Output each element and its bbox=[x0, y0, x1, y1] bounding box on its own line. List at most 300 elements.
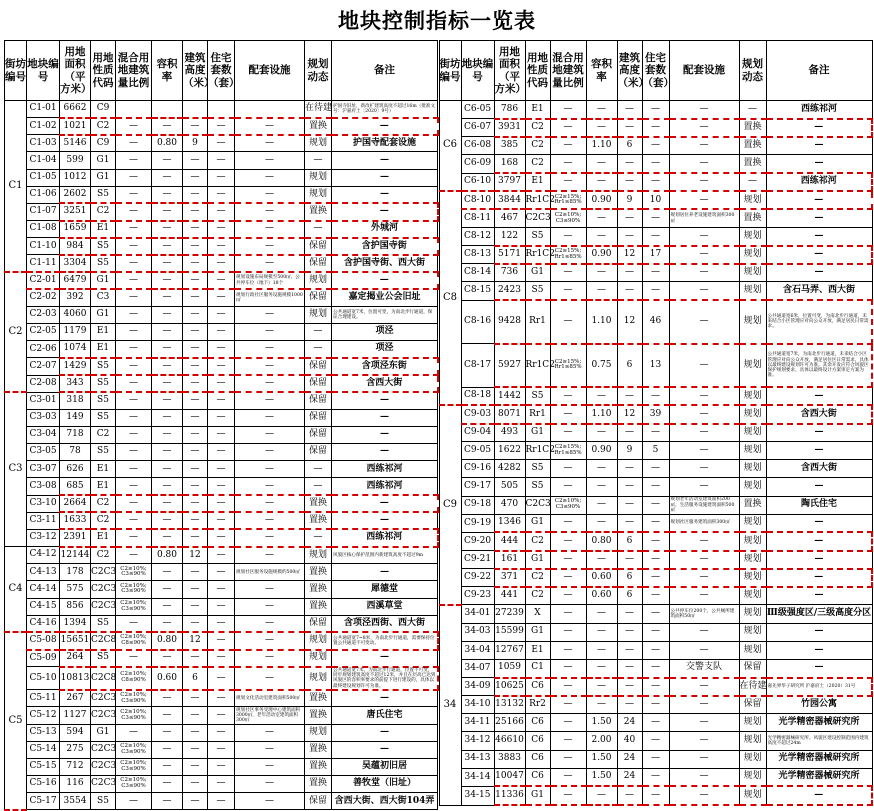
height-cell: — bbox=[183, 461, 208, 478]
facilities-cell: — bbox=[235, 724, 305, 741]
mix-ratio-cell: — bbox=[550, 768, 586, 786]
status-cell: 置换 bbox=[739, 209, 766, 227]
far-cell: — bbox=[152, 375, 183, 392]
status-cell: 置换 bbox=[305, 598, 332, 615]
far-cell: — bbox=[586, 155, 617, 173]
note-cell: 犀德堂 bbox=[332, 581, 438, 598]
mix-ratio-cell: — bbox=[550, 605, 586, 623]
mix-ratio-cell: C2≥10%; C3≤90% bbox=[116, 741, 152, 758]
facilities-cell: — bbox=[669, 623, 739, 641]
table-row bbox=[439, 587, 872, 605]
land-use-code-cell: S5 bbox=[91, 615, 116, 632]
facilities-cell: — bbox=[669, 696, 739, 714]
mix-ratio-cell: C2≥10%; C3≤90% bbox=[116, 598, 152, 615]
table-row bbox=[5, 478, 438, 495]
plot-id-cell: C5-17 bbox=[27, 793, 60, 810]
area-cell: 13132 bbox=[494, 696, 525, 714]
mix-ratio-cell: — bbox=[550, 659, 586, 677]
mix-ratio-cell: — bbox=[550, 119, 586, 137]
units-cell: — bbox=[208, 707, 235, 724]
units-cell: — bbox=[642, 155, 669, 173]
page-title: 地块控制指标一览表 bbox=[338, 8, 536, 33]
table-row bbox=[439, 532, 872, 550]
units-cell: — bbox=[208, 324, 235, 341]
land-use-code-cell: Rr2 bbox=[525, 696, 550, 714]
far-cell: — bbox=[152, 341, 183, 358]
facilities-cell: — bbox=[669, 282, 739, 300]
plot-id-cell: 34-12 bbox=[461, 732, 494, 750]
far-cell: 1.10 bbox=[586, 405, 617, 423]
mix-ratio-cell: C2≥10%; C3≤90% bbox=[550, 496, 586, 514]
mix-ratio-cell: — bbox=[550, 264, 586, 282]
status-cell: 规划 bbox=[739, 587, 766, 605]
table-row bbox=[439, 191, 872, 209]
land-use-code-cell: S5 bbox=[91, 186, 116, 203]
area-cell: 1633 bbox=[60, 512, 91, 529]
mix-ratio-cell: — bbox=[550, 641, 586, 659]
status-cell: — bbox=[305, 529, 332, 546]
land-use-code-cell: S5 bbox=[525, 227, 550, 245]
height-cell: — bbox=[617, 605, 642, 623]
status-cell: — bbox=[305, 461, 332, 478]
area-cell: 15599 bbox=[494, 623, 525, 641]
note-cell: — bbox=[332, 495, 438, 512]
note-cell: 陶氏住宅 bbox=[766, 496, 872, 514]
units-cell: 17 bbox=[642, 246, 669, 264]
facilities-cell: — bbox=[235, 776, 305, 793]
height-cell: — bbox=[183, 478, 208, 495]
area-cell: 318 bbox=[60, 392, 91, 409]
note-cell: — bbox=[332, 272, 438, 289]
note-cell: — bbox=[332, 512, 438, 529]
mix-ratio-cell: — bbox=[116, 529, 152, 546]
status-cell: 保留 bbox=[305, 444, 332, 461]
mix-ratio-cell: C2≥10%; C3≤90% bbox=[116, 690, 152, 707]
plot-id-cell: 34-13 bbox=[461, 750, 494, 768]
far-cell: — bbox=[586, 227, 617, 245]
land-use-code-cell: G1 bbox=[91, 169, 116, 186]
area-cell: 2391 bbox=[60, 529, 91, 546]
plot-id-cell: C9-23 bbox=[461, 587, 494, 605]
area-cell: 3931 bbox=[494, 119, 525, 137]
area-cell: 27239 bbox=[494, 605, 525, 623]
header-code: 用地性质代码 bbox=[525, 41, 550, 101]
plot-id-cell: C4-12 bbox=[27, 547, 60, 564]
height-cell: — bbox=[183, 238, 208, 255]
plot-id-cell: C6-05 bbox=[461, 101, 494, 119]
far-cell: — bbox=[586, 209, 617, 227]
note-cell: 公共通道宽7米，位置可变，为南北步行通道，保证合理建设。 bbox=[332, 306, 438, 323]
mix-ratio-cell: C2≥10%; C3≤90% bbox=[116, 758, 152, 775]
facilities-cell: 规划居住养老设施建筑面积300㎡ bbox=[669, 209, 739, 227]
land-use-code-cell: C1 bbox=[525, 659, 550, 677]
plot-id-cell: C1-11 bbox=[27, 255, 60, 272]
units-cell: — bbox=[208, 152, 235, 169]
facilities-cell: — bbox=[235, 324, 305, 341]
note-cell: 含西大街 bbox=[766, 460, 872, 478]
mix-ratio-cell: — bbox=[550, 460, 586, 478]
height-cell: — bbox=[617, 460, 642, 478]
area-cell: 599 bbox=[60, 152, 91, 169]
note-cell: 吴蕴初旧居 bbox=[332, 758, 438, 775]
mix-ratio-cell: — bbox=[550, 786, 586, 805]
far-cell: — bbox=[152, 409, 183, 426]
plot-id-cell: C5-14 bbox=[27, 741, 60, 758]
area-cell: 4060 bbox=[60, 306, 91, 323]
status-cell: 规划 bbox=[305, 306, 332, 323]
mix-ratio-cell: — bbox=[116, 152, 152, 169]
area-cell: 493 bbox=[494, 424, 525, 442]
height-cell: — bbox=[183, 152, 208, 169]
plot-id-cell: C5-16 bbox=[27, 776, 60, 793]
table-row bbox=[439, 714, 872, 732]
table-row bbox=[5, 272, 438, 289]
units-cell: — bbox=[208, 238, 235, 255]
mix-ratio-cell: C2≥10%; C3≤90% bbox=[116, 581, 152, 598]
far-cell: — bbox=[152, 581, 183, 598]
units-cell: — bbox=[208, 272, 235, 289]
units-cell: — bbox=[642, 424, 669, 442]
plot-id-cell: 34-07 bbox=[461, 659, 494, 677]
mix-ratio-cell: — bbox=[116, 392, 152, 409]
header-street: 街坊编号 bbox=[439, 41, 461, 101]
units-cell: — bbox=[642, 264, 669, 282]
table-row bbox=[439, 605, 872, 623]
note-cell: — bbox=[766, 587, 872, 605]
far-cell: 1.10 bbox=[586, 300, 617, 344]
facilities-cell: — bbox=[235, 461, 305, 478]
area-cell: 1127 bbox=[60, 707, 91, 724]
status-cell: 规划 bbox=[739, 623, 766, 641]
header-street: 街坊编号 bbox=[5, 41, 27, 101]
units-cell: — bbox=[208, 598, 235, 615]
plot-id-cell: C3-08 bbox=[27, 478, 60, 495]
plot-id-cell: C5-11 bbox=[27, 690, 60, 707]
table-row bbox=[439, 300, 872, 344]
land-use-code-cell: S5 bbox=[91, 793, 116, 810]
plot-id-cell: 34-01 bbox=[461, 605, 494, 623]
units-cell: — bbox=[642, 137, 669, 155]
area-cell: 5927 bbox=[494, 344, 525, 388]
table-row bbox=[439, 282, 872, 300]
far-cell: — bbox=[152, 118, 183, 135]
area-cell: 594 bbox=[60, 724, 91, 741]
facilities-cell: 规划社区服务设施规模约500㎡ bbox=[235, 564, 305, 581]
height-cell: 6 bbox=[617, 532, 642, 550]
area-cell: 149 bbox=[60, 409, 91, 426]
note-cell: 含项泾西街、西大街 bbox=[332, 615, 438, 632]
table-row bbox=[5, 341, 438, 358]
land-use-code-cell: S5 bbox=[525, 282, 550, 300]
height-cell: — bbox=[617, 786, 642, 805]
facilities-cell: — bbox=[235, 615, 305, 632]
units-cell: — bbox=[642, 750, 669, 768]
header-mix: 混合用地建筑量比例 bbox=[116, 41, 152, 101]
facilities-cell: 交警支队 bbox=[669, 659, 739, 677]
table-row bbox=[5, 758, 438, 775]
header-status: 规划动态 bbox=[305, 41, 332, 101]
plot-id-cell: C1-08 bbox=[27, 221, 60, 238]
units-cell: — bbox=[208, 255, 235, 272]
far-cell: 1.50 bbox=[586, 768, 617, 786]
height-cell: 6 bbox=[617, 569, 642, 587]
height-cell: — bbox=[183, 272, 208, 289]
far-cell: — bbox=[152, 255, 183, 272]
facilities-cell: — bbox=[235, 478, 305, 495]
status-cell: 规划 bbox=[739, 387, 766, 405]
facilities-cell: — bbox=[235, 255, 305, 272]
table-row bbox=[439, 696, 872, 714]
table-row bbox=[5, 118, 438, 135]
street-block-code: C8 bbox=[439, 191, 461, 405]
plot-id-cell: C1-06 bbox=[27, 186, 60, 203]
note-cell: 西溪草堂 bbox=[332, 598, 438, 615]
area-cell: 1442 bbox=[494, 387, 525, 405]
table-row bbox=[5, 564, 438, 581]
land-use-code-cell: C2 bbox=[91, 203, 116, 220]
table-row bbox=[5, 724, 438, 741]
area-cell: 1059 bbox=[494, 659, 525, 677]
height-cell: — bbox=[617, 227, 642, 245]
status-cell: 规划 bbox=[739, 786, 766, 805]
table-row bbox=[5, 169, 438, 186]
note-cell: — bbox=[332, 444, 438, 461]
status-cell: 置换 bbox=[305, 707, 332, 724]
plot-id-cell: C1-03 bbox=[27, 135, 60, 152]
units-cell: — bbox=[642, 659, 669, 677]
height-cell: 9 bbox=[183, 135, 208, 152]
far-cell: — bbox=[152, 615, 183, 632]
note-cell: 善牧堂（旧址） bbox=[332, 776, 438, 793]
note-cell: — bbox=[766, 209, 872, 227]
street-block-code: C9 bbox=[439, 405, 461, 605]
height-cell: — bbox=[183, 707, 208, 724]
land-use-code-cell: G1 bbox=[91, 306, 116, 323]
units-cell: — bbox=[642, 460, 669, 478]
area-cell: 2423 bbox=[494, 282, 525, 300]
plot-id-cell: C9-05 bbox=[461, 442, 494, 460]
units-cell: — bbox=[208, 118, 235, 135]
far-cell: — bbox=[152, 707, 183, 724]
units-cell: — bbox=[208, 547, 235, 564]
plot-id-cell: C8-17 bbox=[461, 344, 494, 388]
height-cell: — bbox=[183, 324, 208, 341]
table-row bbox=[439, 641, 872, 659]
land-use-code-cell: G1 bbox=[525, 264, 550, 282]
area-cell: 3304 bbox=[60, 255, 91, 272]
land-use-code-cell: E1 bbox=[91, 461, 116, 478]
facilities-cell: — bbox=[669, 344, 739, 388]
far-cell: — bbox=[586, 478, 617, 496]
facilities-cell: 规划社区事务受理中心建筑面积3000㎡，老年活动室建筑面积300㎡ bbox=[235, 707, 305, 724]
units-cell: — bbox=[208, 650, 235, 667]
table-row bbox=[439, 424, 872, 442]
height-cell: — bbox=[183, 375, 208, 392]
land-use-code-cell: C2C8 bbox=[91, 667, 116, 690]
header-units: 住宅套数（套） bbox=[642, 41, 669, 101]
land-use-code-cell: E1 bbox=[91, 324, 116, 341]
far-cell: — bbox=[152, 724, 183, 741]
far-cell: — bbox=[586, 119, 617, 137]
facilities-cell: — bbox=[235, 375, 305, 392]
area-cell: 10813 bbox=[60, 667, 91, 690]
units-cell bbox=[208, 101, 235, 118]
far-cell: — bbox=[152, 564, 183, 581]
units-cell: — bbox=[208, 135, 235, 152]
far-cell: 0.80 bbox=[152, 632, 183, 649]
area-cell: 371 bbox=[494, 569, 525, 587]
units-cell: — bbox=[208, 564, 235, 581]
note-cell: — bbox=[766, 478, 872, 496]
far-cell bbox=[152, 101, 183, 118]
table-row bbox=[439, 387, 872, 405]
plot-id-cell: 34-03 bbox=[461, 623, 494, 641]
table-row bbox=[439, 246, 872, 264]
status-cell: 保留 bbox=[305, 615, 332, 632]
height-cell: — bbox=[183, 186, 208, 203]
height-cell: — bbox=[183, 776, 208, 793]
area-cell: 712 bbox=[60, 758, 91, 775]
left-header-row bbox=[5, 41, 438, 101]
note-cell: — bbox=[332, 152, 438, 169]
far-cell: — bbox=[152, 495, 183, 512]
facilities-cell: — bbox=[235, 758, 305, 775]
table-row bbox=[439, 209, 872, 227]
status-cell: 规划 bbox=[305, 632, 332, 649]
table-row bbox=[5, 101, 438, 118]
note-cell: — bbox=[332, 724, 438, 741]
area-cell: 10625 bbox=[494, 678, 525, 696]
units-cell: — bbox=[642, 282, 669, 300]
header-plot: 地块编号 bbox=[27, 41, 60, 101]
table-row bbox=[5, 793, 438, 810]
land-use-code-cell: C2C3 bbox=[91, 707, 116, 724]
height-cell: — bbox=[617, 209, 642, 227]
status-cell: 规划 bbox=[739, 264, 766, 282]
facilities-cell: — bbox=[669, 786, 739, 805]
far-cell: — bbox=[152, 426, 183, 443]
status-cell: — bbox=[305, 341, 332, 358]
far-cell: — bbox=[152, 203, 183, 220]
plot-id-cell: C9-17 bbox=[461, 478, 494, 496]
mix-ratio-cell: — bbox=[550, 569, 586, 587]
units-cell: — bbox=[208, 741, 235, 758]
area-cell: 275 bbox=[60, 741, 91, 758]
far-cell: — bbox=[152, 461, 183, 478]
plot-id-cell: C4-14 bbox=[27, 581, 60, 598]
units-cell: — bbox=[208, 512, 235, 529]
height-cell: — bbox=[183, 221, 208, 238]
table-row bbox=[5, 547, 438, 564]
note-cell: 公共通道宽6米，位置可变，为南北步行通道，未来结合小区管理应对向公众开放，满足居民日常需求。 bbox=[766, 300, 872, 344]
height-cell: — bbox=[183, 392, 208, 409]
status-cell: 置换 bbox=[305, 690, 332, 707]
mix-ratio-cell: C2≥10%; C8≤90% bbox=[116, 667, 152, 690]
note-cell: — bbox=[332, 392, 438, 409]
height-cell: — bbox=[183, 255, 208, 272]
note-cell: 嘉先界华子研究所 沪嘉府土（2020）31号 bbox=[766, 678, 872, 696]
header-status: 规划动态 bbox=[739, 41, 766, 101]
status-cell: 置换 bbox=[739, 119, 766, 137]
table-row bbox=[5, 324, 438, 341]
mix-ratio-cell: — bbox=[550, 696, 586, 714]
status-cell: — bbox=[305, 324, 332, 341]
status-cell: 规划 bbox=[739, 641, 766, 659]
status-cell: 置换 bbox=[739, 137, 766, 155]
facilities-cell: — bbox=[669, 424, 739, 442]
units-cell: — bbox=[208, 221, 235, 238]
land-use-code-cell: S5 bbox=[91, 358, 116, 375]
land-use-code-cell: S5 bbox=[525, 460, 550, 478]
facilities-cell: — bbox=[669, 551, 739, 569]
far-cell: — bbox=[152, 529, 183, 546]
plot-id-cell: C9-21 bbox=[461, 551, 494, 569]
table-row bbox=[5, 152, 438, 169]
units-cell: — bbox=[208, 444, 235, 461]
facilities-cell: — bbox=[669, 264, 739, 282]
status-cell: 规划 bbox=[739, 405, 766, 423]
area-cell: 178 bbox=[60, 564, 91, 581]
far-cell: — bbox=[152, 392, 183, 409]
note-cell: 含护国寺街 bbox=[332, 238, 438, 255]
plot-id-cell: C9-03 bbox=[461, 405, 494, 423]
mix-ratio-cell: C2≥10%; C3≤90% bbox=[116, 707, 152, 724]
units-cell: — bbox=[208, 529, 235, 546]
land-use-code-cell: C9 bbox=[91, 101, 116, 118]
mix-ratio-cell: — bbox=[550, 732, 586, 750]
area-cell: 5171 bbox=[494, 246, 525, 264]
facilities-cell: — bbox=[235, 152, 305, 169]
table-row bbox=[439, 768, 872, 786]
note-cell: — bbox=[766, 246, 872, 264]
status-cell: 规划 bbox=[739, 460, 766, 478]
table-row bbox=[5, 581, 438, 598]
area-cell: 2664 bbox=[60, 495, 91, 512]
mix-ratio-cell: C2≥15%; Rr1≤85% bbox=[550, 191, 586, 209]
table-row bbox=[5, 529, 438, 546]
land-use-code-cell: C2 bbox=[525, 137, 550, 155]
height-cell: — bbox=[617, 659, 642, 677]
note-cell: 光学精密器械研究所 bbox=[766, 750, 872, 768]
height-cell: — bbox=[617, 496, 642, 514]
land-use-code-cell: G1 bbox=[91, 152, 116, 169]
note-cell: — bbox=[766, 155, 872, 173]
area-cell: 267 bbox=[60, 690, 91, 707]
mix-ratio-cell: — bbox=[116, 495, 152, 512]
status-cell: 置换 bbox=[305, 118, 332, 135]
far-cell: — bbox=[152, 272, 183, 289]
height-cell: 12 bbox=[617, 300, 642, 344]
table-row bbox=[439, 155, 872, 173]
status-cell: 规划 bbox=[739, 282, 766, 300]
mix-ratio-cell: — bbox=[116, 221, 152, 238]
area-cell: 470 bbox=[494, 496, 525, 514]
mix-ratio-cell: — bbox=[116, 169, 152, 186]
area-cell: 116 bbox=[60, 776, 91, 793]
height-cell: — bbox=[617, 387, 642, 405]
area-cell: 25166 bbox=[494, 714, 525, 732]
status-cell: 规划 bbox=[305, 186, 332, 203]
mix-ratio-cell: — bbox=[550, 478, 586, 496]
facilities-cell: 规划老年活动室建筑面积200㎡，生活服务设施建筑面积500㎡ bbox=[669, 496, 739, 514]
status-cell: 在待建 bbox=[305, 101, 332, 118]
status-cell: 规划 bbox=[305, 272, 332, 289]
height-cell: 12 bbox=[617, 246, 642, 264]
height-cell: — bbox=[617, 514, 642, 532]
note-cell: — bbox=[766, 551, 872, 569]
facilities-cell: — bbox=[669, 246, 739, 264]
far-cell: 0.60 bbox=[586, 569, 617, 587]
